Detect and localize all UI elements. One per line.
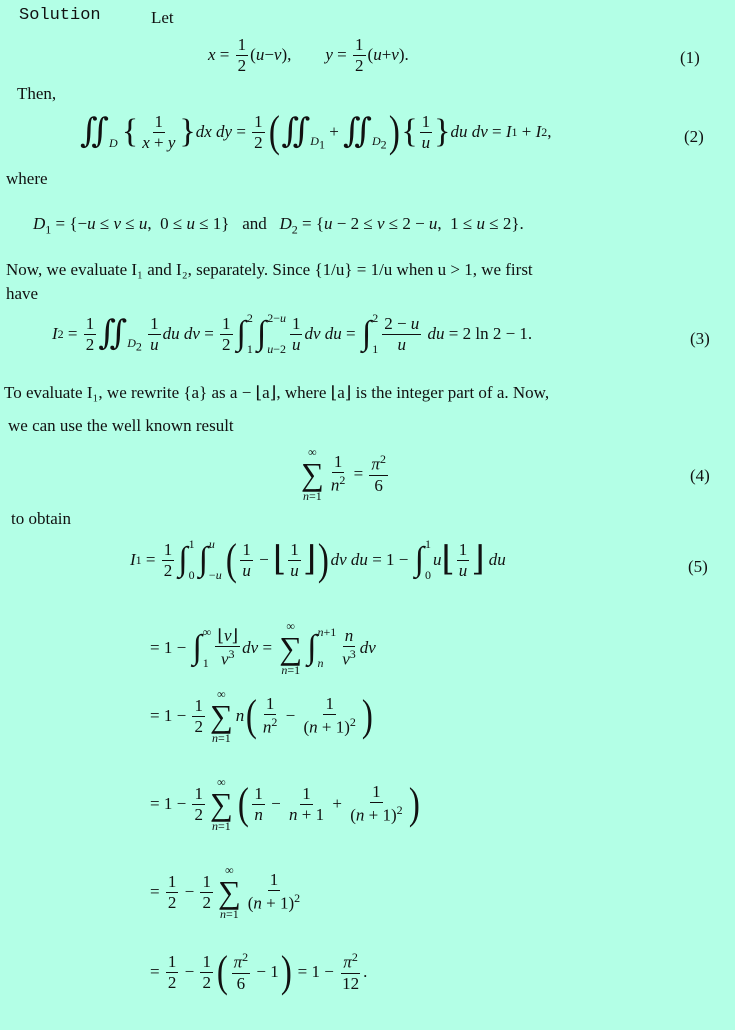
to-obtain-text: to obtain (11, 509, 71, 528)
paragraph-now-line-2: have (6, 284, 39, 303)
paragraph-now-line-1: Now, we evaluate I₁ and I₂, separately. Since {1/u} = 1/u when u > 1, we first (6, 260, 533, 279)
equation-number-4: (4) (690, 466, 710, 485)
paragraph-evaluate-line-2: we can use the well known result (8, 416, 234, 435)
equation-5-line-3: = 1 − $\frac{1}{2}$ ∞ ∑ n=1 n ( $\frac{1}{n^2}$ − $\frac{1}{(n + 1)^2}$ ) (150, 687, 373, 745)
equation-4: ∞ ∑ n=1 $\frac{1}{n^2}$ = $\frac{\pi^2}{6}$ (301, 445, 386, 503)
equation-number-2: (2) (684, 127, 704, 146)
equation-3: I 2 = $\frac{1}{2}$ ∬ $_{D_2}$ $\frac{1}{u}$ du dv = $\frac{1}{2}$ ∫ 2 1 ∫ 2−u u−2 $\frac{1}{u}$ dv du = ∫ 2 1 $\frac{2 - u}{u}$ du = 2 ln 2 − 1. (52, 311, 533, 356)
equation-5-line-2: = 1 − ∫ ∞ 1 $\frac{⌊v⌋}{v^3}$ dv = ∞ ∑ n=1 ∫ n+1 n $\frac{n}{v^3}$ dv (150, 619, 376, 677)
where-text: where (6, 169, 48, 188)
domain-definitions: $D_1 = \{-u \le v \le u$, 0 ≤ u ≤ 1} and $D_2 = \{u - 2 \le v \le 2 - u$, 1 ≤ u ≤ 2}. (33, 214, 524, 237)
equation-5-line-4: = 1 − $\frac{1}{2}$ ∞ ∑ n=1 ( $\frac{1}{n}$ − $\frac{1}{n + 1}$ + $\frac{1}{(n + 1)^2}$ ) (150, 775, 420, 833)
equation-5-line-6: = $\frac{1}{2}$ − $\frac{1}{2}$ ( $\frac{\pi^2}{6}$ − 1 ) = 1 − $\frac{\pi^2}{12}$ . (150, 947, 368, 996)
equation-number-1: (1) (680, 48, 700, 67)
equation-number-3: (3) (690, 329, 710, 348)
equation-number-5: (5) (688, 557, 708, 576)
then-text: Then, (17, 84, 57, 103)
equation-2: ∬ $_D$ { $\frac{1}{x + y}$ } dx dy = $\frac{1}{2}$ ( ∬ $_{D_1}$ + ∬ $_{D_2}$ ) { $\frac{1}{u}$ } du dv = I 1 + I 2 , (80, 107, 552, 156)
let-word: Let (151, 8, 174, 27)
and-word: and (242, 214, 267, 233)
equation-1: x = $\frac{1}{2}$ ( u − v ), y = $\frac{1}{2}$ ( u + v ). (208, 35, 409, 75)
equation-5-line-1: I 1 = $\frac{1}{2}$ ∫ 1 0 ∫ u −u ( $\frac{1}{u}$ − ⌊ $\frac{1}{u}$ ⌋ ) dv du = 1 − ∫ 1 0 u ⌊ $\frac{1}{u}$ ⌋ du (130, 535, 506, 584)
paragraph-evaluate-line-1: To evaluate I₁, we rewrite {a} as a − ⌊a⌋, where ⌊a⌋ is the integer part of a. Now, (4, 383, 550, 402)
solution-label: Solution (19, 6, 101, 25)
equation-5-line-5: = $\frac{1}{2}$ − $\frac{1}{2}$ ∞ ∑ n=1 $\frac{1}{(n + 1)^2}$ (150, 863, 301, 921)
